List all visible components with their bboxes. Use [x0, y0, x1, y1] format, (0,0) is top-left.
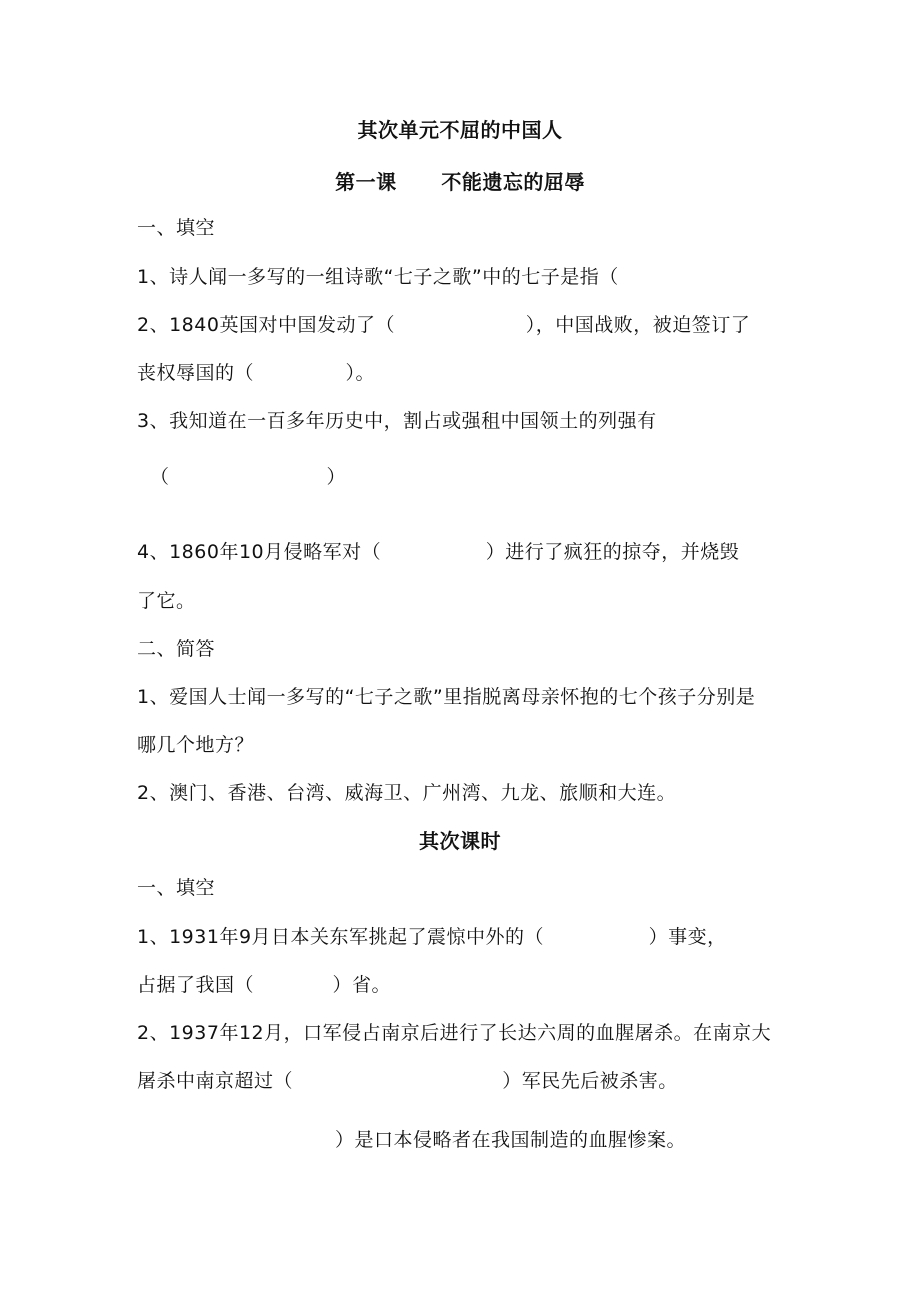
section-heading-fill-blank: 一、填空 — [137, 217, 216, 239]
fill-question-2-line-1: 2、1840英国对中国发动了（ ），中国战败，被迫签订了 — [137, 314, 751, 336]
page-title: 其次单元不屈的中国人 — [357, 118, 563, 142]
short-question-1-line-2: 哪几个地方？ — [137, 734, 255, 756]
lesson-2-title: 其次课时 — [419, 829, 501, 853]
short-question-1-line-1: 1、爱国人士闻一多写的“七子之歌”里指脱离母亲怀抱的七个孩子分别是 — [137, 686, 756, 708]
section-heading-short-answer: 二、简答 — [137, 638, 216, 660]
part-2-question-2-line-2: 屠杀中南京超过（ ）军民先后被杀害。 — [137, 1070, 678, 1092]
lesson-1-title: 第一课 不能遗忘的屈辱 — [335, 170, 585, 194]
section-2-heading-fill-blank: 一、填空 — [137, 877, 216, 899]
part-2-question-1-line-2: 占据了我国（ ）省。 — [137, 974, 391, 996]
part-2-question-2-line-1: 2、1937年12月，口军侵占南京后进行了长达六周的血腥屠杀。在南京大 — [137, 1022, 772, 1044]
part-2-question-3: ）是口本侵略者在我国制造的血腥惨案。 — [335, 1129, 687, 1151]
part-2-question-1-line-1: 1、1931年9月日本关东军挑起了震惊中外的（ ）事变， — [137, 926, 727, 948]
short-answer-2: 2、澳门、香港、台湾、威海卫、广州湾、九龙、旅顺和大连。 — [137, 782, 677, 804]
fill-question-1: 1、诗人闻一多写的一组诗歌“七子之歌”中的七子是指（ — [137, 266, 619, 288]
fill-question-3-line-1: 3、我知道在一百多年历史中，割占或强租中国领土的列强有 — [137, 410, 657, 432]
fill-question-4-line-2: 了它。 — [137, 590, 196, 612]
fill-question-4-line-1: 4、1860年10月侵略军对（ ）进行了疯狂的掠夺，并烧毁 — [137, 541, 740, 563]
fill-question-3-line-2: （ ） — [150, 466, 346, 488]
fill-question-2-line-2: 丧权辱国的（ ）。 — [137, 362, 376, 384]
